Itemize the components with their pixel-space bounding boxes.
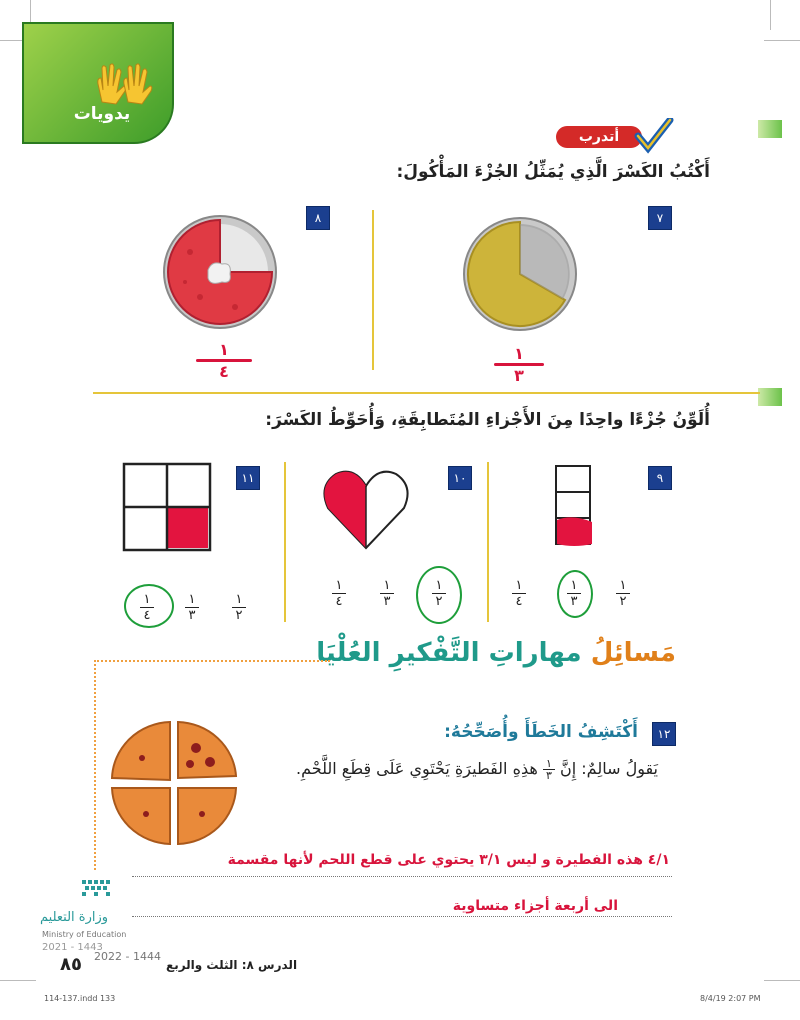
divider [372, 210, 374, 370]
ministry-logo-icon [80, 878, 144, 908]
file-info: 114-137.indd 133 [44, 994, 116, 1003]
divider [93, 392, 760, 394]
pizza-image [106, 718, 242, 848]
question-number-11: ١١ [236, 466, 260, 490]
choice-fraction[interactable]: ١ ٣ [183, 592, 201, 623]
choice-fraction[interactable]: ١ ٣ [565, 578, 583, 609]
choice-fraction[interactable]: ١ ٤ [138, 592, 156, 623]
square-quarters-shape [122, 462, 214, 554]
crop-mark [0, 980, 36, 981]
hots-title [316, 638, 676, 668]
hots-title-part2: مهاراتِ التَّفْكيرِ العُلْيَا [316, 638, 582, 668]
q12-answer-line1: ٤/١ هذه الفطيرة و ليس ٣/١ يحتوي على قطع اللحم لأنها مقسمة [227, 852, 670, 868]
choice-fraction[interactable]: ١ ٤ [510, 578, 528, 609]
heart-halves-shape [320, 466, 412, 552]
question-number-12: ١٢ [652, 722, 676, 746]
ministry-name-en: Ministry of Education [42, 930, 127, 939]
checkmark-icon [634, 118, 674, 154]
instruction-eaten-fraction: أَكْتُبُ الكَسْرَ الَّذِي يُمَثِّلُ الجُزْءَ المَأْكُولَ: [396, 162, 710, 182]
statement-fraction: ١ ٣ [543, 758, 555, 781]
choice-fraction[interactable]: ١ ٤ [330, 578, 348, 609]
ministry-year: 2021 - 1443 [42, 942, 103, 953]
answer-fraction-7 [494, 344, 544, 385]
q12-statement: يَقولُ سالِمٌ: إِنَّ ١ ٣ هذِهِ الفَطيرَةِ يَحْتَوِي عَلَى قِطَعِ اللَّحْمِ. [296, 757, 658, 782]
choice-fraction[interactable]: ١ ٢ [614, 578, 632, 609]
circled-answer [557, 570, 593, 618]
answer-fraction-8 [196, 340, 252, 381]
manipulatives-tab [22, 22, 174, 144]
crop-mark [764, 40, 800, 41]
dotted-border [94, 660, 330, 662]
q12-answer-line2: الى أربعة أجزاء متساوية [452, 898, 618, 914]
hands-icon [94, 62, 154, 106]
hots-title-part1: مَسائِلُ [590, 638, 676, 668]
answer-numerator: ١ [514, 344, 524, 363]
crop-mark [764, 980, 800, 981]
instruction-color-part: أُلَوِّنُ جُزْءًا واحِدًا مِنَ الأَجْزاءِ المُتَطابِقَةِ، وَأُحَوِّطُ الكَسْرَ: [265, 410, 710, 430]
divider [487, 462, 489, 622]
divider [284, 462, 286, 622]
question-number-9: ٩ [648, 466, 672, 490]
lesson-title: الدرس ٨: الثلث والربع [166, 958, 298, 972]
practice-badge-label: أتدرب [556, 126, 642, 148]
circled-answer [416, 566, 462, 624]
answer-line [132, 876, 672, 877]
edge-tab [758, 120, 782, 138]
pie-plate-quarters [160, 212, 280, 332]
choice-fraction[interactable]: ١ ٣ [378, 578, 396, 609]
bar-thirds-shape [554, 464, 594, 548]
ministry-name-ar: وزارة التعليم [40, 910, 109, 925]
practice-badge [556, 122, 672, 152]
question-number-10: ١٠ [448, 466, 472, 490]
circled-answer [124, 584, 174, 628]
edge-tab [758, 388, 782, 406]
manipulatives-label: يدويات [73, 104, 131, 124]
answer-line [132, 916, 672, 917]
choice-fraction[interactable]: ١ ٢ [230, 592, 248, 623]
dotted-border [94, 660, 96, 870]
q12-heading: أَكْتَشِفُ الخَطَأَ وأُصَحِّحُهُ: [444, 722, 638, 742]
pie-plate-thirds [460, 214, 580, 334]
ministry-year-overlay: 2022 - 1444 [94, 950, 161, 963]
choice-fraction[interactable]: ١ ٢ [430, 578, 448, 609]
answer-denominator: ٣ [514, 366, 524, 385]
crop-mark [770, 0, 771, 30]
page-number: ٨٥ [60, 954, 82, 975]
question-number-8: ٨ [306, 206, 330, 230]
answer-denominator: ٤ [219, 362, 229, 381]
answer-numerator: ١ [219, 340, 229, 359]
question-number-7: ٧ [648, 206, 672, 230]
file-date: 8/4/19 2:07 PM [700, 994, 761, 1003]
